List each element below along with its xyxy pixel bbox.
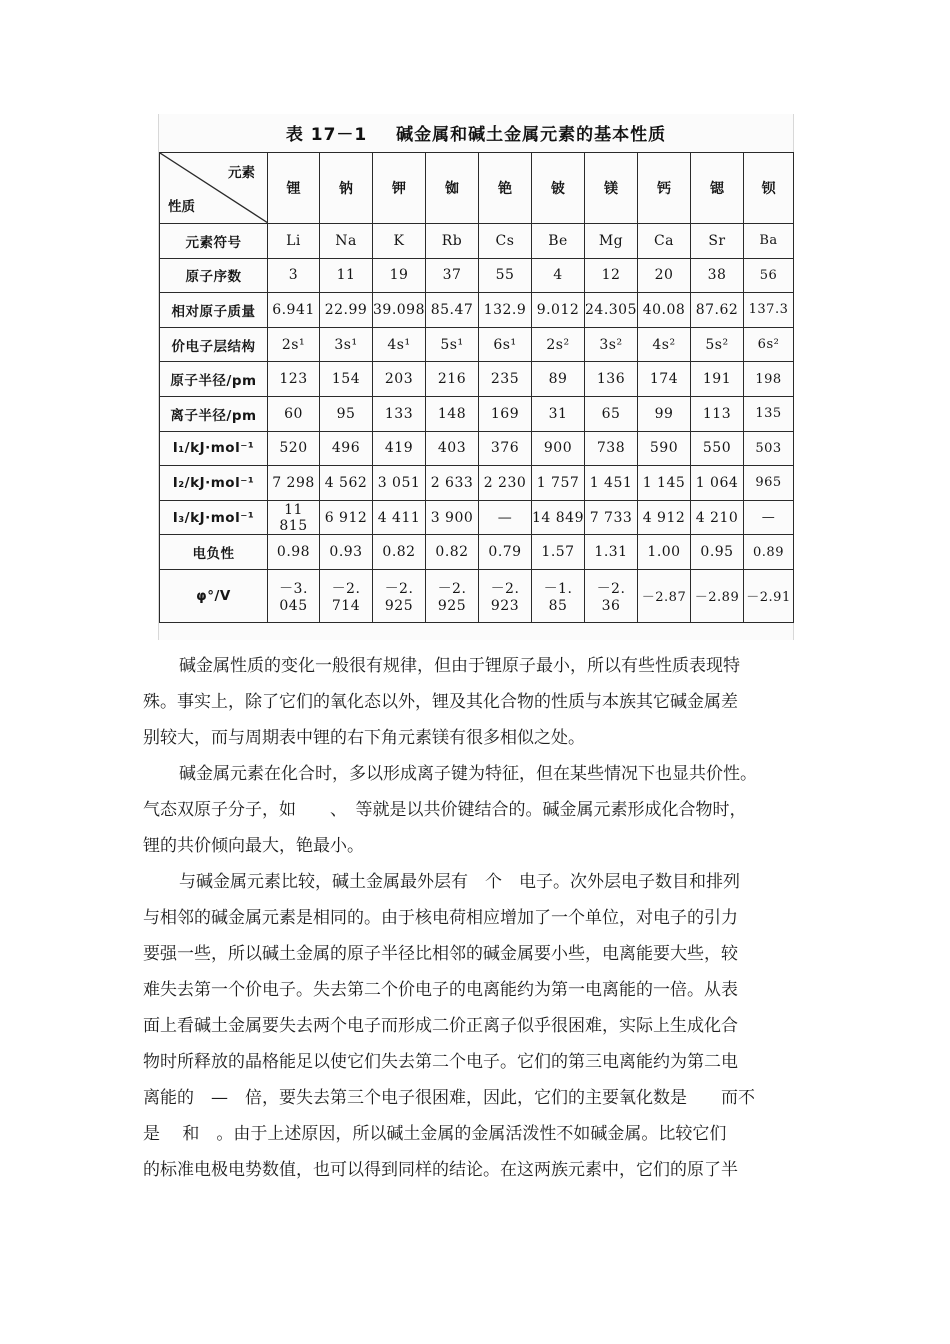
cell-line: 925 [437, 597, 467, 614]
paragraph-1 [143, 648, 809, 756]
table-cell: 9.012 [532, 293, 585, 328]
element-name: 铯 [498, 181, 512, 197]
cell-line: －2. [437, 580, 467, 597]
table-cell: 19 [373, 258, 426, 293]
table-cell: 60 [268, 396, 320, 431]
table-cell: 2 633 [426, 466, 479, 501]
table-cell: 24.305 [585, 293, 638, 328]
row-label: I₂/kJ·mol⁻¹ [160, 466, 268, 501]
table-cell: 3 051 [373, 466, 426, 501]
table-cell: 496 [320, 431, 373, 466]
table-row [160, 466, 794, 501]
table-cell: 0.89 [744, 535, 794, 570]
table-cell: 216 [426, 362, 479, 397]
table-cell: 4 912 [638, 500, 691, 535]
table-cell: 5s² [691, 327, 744, 362]
element-name: 铍 [551, 181, 565, 197]
row-label: 离子半径/pm [160, 396, 268, 431]
properties-table [159, 152, 794, 623]
table-caption: 碱金属和碱土金属元素的基本性质 [396, 125, 667, 145]
paragraph-3 [143, 864, 809, 1188]
properties-table-figure [158, 114, 794, 640]
element-header-cell [691, 153, 744, 224]
table-cell: 4s² [638, 327, 691, 362]
table-cell: Li [268, 224, 320, 259]
cell-line: －2.89 [694, 590, 740, 606]
table-cell: Ca [638, 224, 691, 259]
table-cell [585, 569, 638, 622]
table-cell: Mg [585, 224, 638, 259]
table-cell: 191 [691, 362, 744, 397]
table-row [160, 396, 794, 431]
table-cell: 1 451 [585, 466, 638, 501]
element-header-cell [479, 153, 532, 224]
row-label: 电负性 [160, 535, 268, 570]
table-cell: 2s² [532, 327, 585, 362]
row-label: 原子半径/pm [160, 362, 268, 397]
text-line: 的标准电极电势数值，也可以得到同样的结论。在这两族元素中，它们的原了半 [143, 1160, 738, 1180]
element-header-cell [585, 153, 638, 224]
table-cell: 137.3 [744, 293, 794, 328]
element-name: 镁 [604, 181, 618, 197]
table-cell: 95 [320, 396, 373, 431]
text-line: 难失去第一个价电子。失去第二个价电子的电离能约为第一电离能的一倍。从表 [143, 980, 738, 1000]
table-cell: 0.79 [479, 535, 532, 570]
table-row [160, 535, 794, 570]
table-cell: 1.57 [532, 535, 585, 570]
table-cell: 1 145 [638, 466, 691, 501]
table-row [160, 258, 794, 293]
text-line: 殊。事实上，除了它们的氧化态以外，锂及其化合物的性质与本族其它碱金属差 [143, 692, 738, 712]
table-cell: 6s² [744, 327, 794, 362]
element-header-cell [268, 153, 320, 224]
table-row [160, 431, 794, 466]
text-line: 要强一些，所以碱土金属的原子半径比相邻的碱金属要小些，电离能要大些，较 [143, 944, 738, 964]
table-cell: 12 [585, 258, 638, 293]
table-cell: Be [532, 224, 585, 259]
table-cell: 89 [532, 362, 585, 397]
table-cell: 99 [638, 396, 691, 431]
table-cell: — [479, 500, 532, 535]
element-header-cell [320, 153, 373, 224]
table-cell: 376 [479, 431, 532, 466]
cell-line: 045 [279, 597, 308, 614]
row-label: 原子序数 [160, 258, 268, 293]
table-cell [320, 569, 373, 622]
row-label: I₃/kJ·mol⁻¹ [160, 500, 268, 535]
table-cell: 14 849 [532, 500, 585, 535]
table-cell: 136 [585, 362, 638, 397]
table-row [160, 224, 794, 259]
text-line: 面上看碱土金属要失去两个电子而形成二价正离子似乎很困难，实际上生成化合 [143, 1016, 738, 1036]
table-cell: 590 [638, 431, 691, 466]
table-cell: 0.82 [426, 535, 479, 570]
table-cell: 3s¹ [320, 327, 373, 362]
header-elements-label: 元素 [228, 165, 255, 181]
table-cell: 403 [426, 431, 479, 466]
table-cell: 5s¹ [426, 327, 479, 362]
element-header-cell [373, 153, 426, 224]
table-cell: 4 210 [691, 500, 744, 535]
table-cell: 154 [320, 362, 373, 397]
table-cell: 20 [638, 258, 691, 293]
table-cell: K [373, 224, 426, 259]
row-label: I₁/kJ·mol⁻¹ [160, 431, 268, 466]
table-title [159, 120, 793, 145]
table-cell [691, 569, 744, 622]
table-cell: 22.99 [320, 293, 373, 328]
cell-line: －2. [490, 580, 520, 597]
cell-line: －1. [543, 580, 573, 597]
table-cell: 169 [479, 396, 532, 431]
table-cell: 2s¹ [268, 327, 320, 362]
table-cell [268, 569, 320, 622]
cell-line: －2. [384, 580, 414, 597]
table-cell: Sr [691, 224, 744, 259]
element-name: 铷 [445, 181, 459, 197]
cell-line: －2. [331, 580, 361, 597]
cell-line: 36 [601, 597, 621, 614]
table-cell: 113 [691, 396, 744, 431]
table-cell: 203 [373, 362, 426, 397]
element-name: 钙 [657, 181, 671, 197]
table-cell [373, 569, 426, 622]
table-cell: 900 [532, 431, 585, 466]
table-cell: 135 [744, 396, 794, 431]
element-header-cell [532, 153, 585, 224]
table-cell: 419 [373, 431, 426, 466]
element-name: 钾 [392, 181, 406, 197]
table-cell: 7 298 [268, 466, 320, 501]
table-cell: 3 900 [426, 500, 479, 535]
table-cell: 198 [744, 362, 794, 397]
table-cell: 1 757 [532, 466, 585, 501]
table-cell: 0.93 [320, 535, 373, 570]
table-cell: 520 [268, 431, 320, 466]
table-cell: 55 [479, 258, 532, 293]
element-header-cell [638, 153, 691, 224]
table-number: 表 17－1 [285, 125, 368, 145]
text-line: 离能的 — 倍，要失去第三个电子很困难，因此，它们的主要氧化数是 而不 [143, 1088, 755, 1108]
table-cell: 6 912 [320, 500, 373, 535]
table-cell: 65 [585, 396, 638, 431]
table-row [160, 500, 794, 535]
table-cell: 6s¹ [479, 327, 532, 362]
table-cell: Cs [479, 224, 532, 259]
table-cell [426, 569, 479, 622]
table-cell: 0.95 [691, 535, 744, 570]
table-row [160, 569, 794, 622]
table-cell: Na [320, 224, 373, 259]
table-cell [744, 569, 794, 622]
header-properties-label: 性质 [168, 199, 195, 215]
table-cell: 37 [426, 258, 479, 293]
text-line: 是 和 。由于上述原因，所以碱土金属的金属活泼性不如碱金属。比较它们 [143, 1124, 727, 1144]
table-cell: 3 [268, 258, 320, 293]
element-name: 锂 [286, 181, 301, 197]
element-name: 钡 [761, 181, 776, 197]
table-cell: 235 [479, 362, 532, 397]
text-line: 碱金属性质的变化一般很有规律，但由于锂原子最小，所以有些性质表现特 [179, 656, 740, 676]
text-line: 别较大，而与周期表中锂的右下角元素镁有很多相似之处。 [143, 728, 585, 748]
table-cell: 132.9 [479, 293, 532, 328]
table-cell: 4 411 [373, 500, 426, 535]
cell-line: －2.91 [746, 590, 791, 606]
row-label: φ°/V [160, 569, 268, 622]
text-line: 气态双原子分子，如 、 等就是以共价键结合的。碱金属元素形成化合物时， [143, 800, 747, 820]
table-cell: 1.00 [638, 535, 691, 570]
text-line: 碱金属元素在化合时，多以形成离子键为特征，但在某些情况下也显共价性。 [179, 764, 757, 784]
cell-line: 925 [384, 597, 414, 614]
table-cell: 0.98 [268, 535, 320, 570]
table-cell: 4 [532, 258, 585, 293]
table-cell: 0.82 [373, 535, 426, 570]
table-cell: 6.941 [268, 293, 320, 328]
table-cell: 31 [532, 396, 585, 431]
cell-line: －2. [596, 580, 626, 597]
element-name: 钠 [339, 181, 353, 197]
element-name: 锶 [710, 181, 724, 197]
text-line: 与相邻的碱金属元素是相同的。由于核电荷相应增加了一个单位，对电子的引力 [143, 908, 738, 928]
table-cell [532, 569, 585, 622]
table-cell [479, 569, 532, 622]
table-cell [638, 569, 691, 622]
table-cell: 123 [268, 362, 320, 397]
diagonal-header-cell [160, 153, 268, 224]
row-label: 价电子层结构 [160, 327, 268, 362]
table-row [160, 362, 794, 397]
text-line: 与碱金属元素比较，碱土金属最外层有 个 电子。次外层电子数目和排列 [179, 872, 740, 892]
table-cell: 85.47 [426, 293, 479, 328]
table-cell: 550 [691, 431, 744, 466]
text-line: 物时所释放的晶格能足以使它们失去第二个电子。它们的第三电离能约为第二电 [143, 1052, 738, 1072]
paragraph-2 [143, 756, 809, 864]
table-row [160, 327, 794, 362]
table-cell: 1 064 [691, 466, 744, 501]
table-cell: 40.08 [638, 293, 691, 328]
table-cell: 7 733 [585, 500, 638, 535]
cell-line: 923 [490, 597, 520, 614]
table-cell: — [744, 500, 794, 535]
table-cell: 11 815 [268, 500, 320, 535]
table-cell: 4s¹ [373, 327, 426, 362]
table-cell: 965 [744, 466, 794, 501]
table-cell: 3s² [585, 327, 638, 362]
element-header-cell [426, 153, 479, 224]
table-cell: 738 [585, 431, 638, 466]
table-cell: 1.31 [585, 535, 638, 570]
table-cell: 174 [638, 362, 691, 397]
table-cell: 11 [320, 258, 373, 293]
cell-line: 714 [331, 597, 361, 614]
table-cell: 148 [426, 396, 479, 431]
cell-line: －3. [279, 580, 308, 597]
row-label: 相对原子质量 [160, 293, 268, 328]
element-header-cell [744, 153, 794, 224]
table-cell: 4 562 [320, 466, 373, 501]
table-cell: 503 [744, 431, 794, 466]
table-cell: 38 [691, 258, 744, 293]
table-cell: 87.62 [691, 293, 744, 328]
table-cell: Ba [744, 224, 794, 259]
table-cell: 39.098 [373, 293, 426, 328]
table-cell: 56 [744, 258, 794, 293]
text-line: 锂的共价倾向最大，铯最小。 [143, 836, 364, 856]
cell-line: －2.87 [641, 590, 687, 606]
table-cell: 133 [373, 396, 426, 431]
table-cell: Rb [426, 224, 479, 259]
header-row [160, 153, 794, 224]
table-row [160, 293, 794, 328]
cell-line: 85 [548, 597, 568, 614]
row-label: 元素符号 [160, 224, 268, 259]
table-cell: 2 230 [479, 466, 532, 501]
